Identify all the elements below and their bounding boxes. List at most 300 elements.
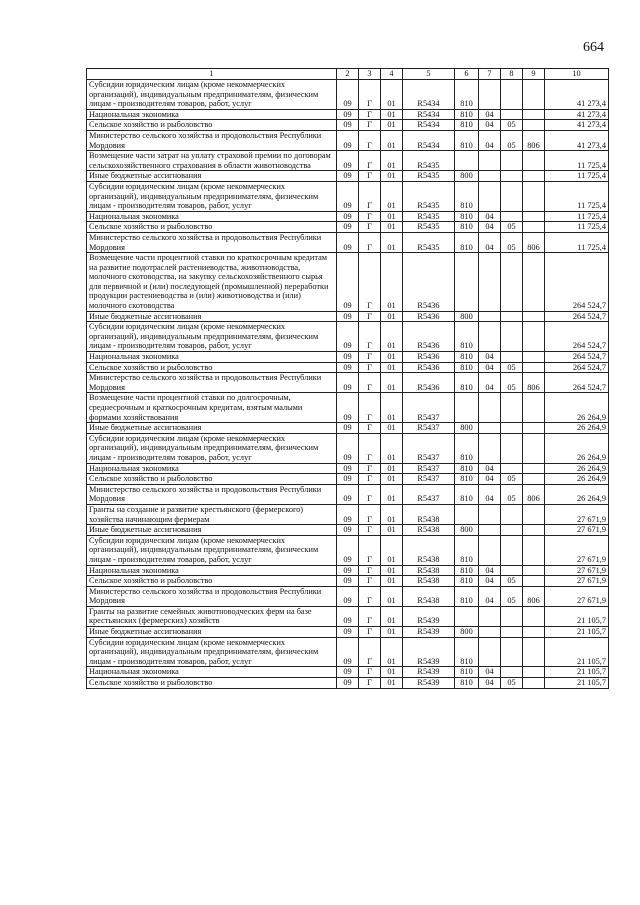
row-name-cell: Субсидии юридическим лицам (кроме некоммерческих организаций), индивидуальным предпринимателям, физическим лицам - производителям товаров, работ, услуг	[87, 433, 337, 463]
subsection-cell	[501, 109, 523, 120]
subprogram-cell: Г	[359, 181, 381, 211]
row-name-cell: Возмещение части затрат на уплату страховой премии по договорам сельскохозяйственного страхования в области животноводства	[87, 151, 337, 171]
row-name-cell: Сельское хозяйство и рыболовство	[87, 362, 337, 373]
amount-cell: 27 671,9	[545, 586, 609, 606]
expense-type-cell: 810	[455, 433, 479, 463]
direction-code-cell: R5434	[403, 80, 455, 110]
subsection-cell	[501, 627, 523, 638]
expense-type-cell: 810	[455, 565, 479, 576]
column-header: 2	[337, 69, 359, 80]
subsection-cell	[501, 393, 523, 423]
table-row	[87, 393, 609, 423]
expense-type-cell: 810	[455, 322, 479, 352]
row-name-cell: Гранты на развитие семейных животноводческих ферм на базе крестьянских (фермерских) хозяйств	[87, 606, 337, 626]
section-cell: 04	[479, 373, 501, 393]
table-row	[87, 678, 609, 689]
program-cell: 09	[337, 373, 359, 393]
main-activity-cell: 01	[381, 504, 403, 524]
expense-type-cell: 810	[455, 637, 479, 667]
ministry-code-cell	[523, 352, 545, 363]
ministry-code-cell	[523, 576, 545, 587]
direction-code-cell: R5438	[403, 565, 455, 576]
expense-type-cell: 800	[455, 423, 479, 434]
subsection-cell: 05	[501, 222, 523, 233]
expense-type-cell: 810	[455, 109, 479, 120]
program-cell: 09	[337, 253, 359, 312]
subsection-cell	[501, 171, 523, 182]
row-name-cell: Национальная экономика	[87, 211, 337, 222]
direction-code-cell: R5438	[403, 586, 455, 606]
ministry-code-cell	[523, 637, 545, 667]
amount-cell: 264 524,7	[545, 352, 609, 363]
amount-cell: 264 524,7	[545, 373, 609, 393]
subprogram-cell: Г	[359, 171, 381, 182]
direction-code-cell: R5436	[403, 322, 455, 352]
row-name-cell: Министерство сельского хозяйства и продовольствия Республики Мордовия	[87, 130, 337, 150]
ministry-code-cell	[523, 565, 545, 576]
subprogram-cell: Г	[359, 120, 381, 131]
main-activity-cell: 01	[381, 232, 403, 252]
direction-code-cell: R5438	[403, 525, 455, 536]
direction-code-cell: R5439	[403, 678, 455, 689]
amount-cell: 27 671,9	[545, 535, 609, 565]
main-activity-cell: 01	[381, 151, 403, 171]
direction-code-cell: R5437	[403, 484, 455, 504]
program-cell: 09	[337, 586, 359, 606]
expense-type-cell: 810	[455, 586, 479, 606]
ministry-code-cell	[523, 535, 545, 565]
expense-type-cell: 800	[455, 171, 479, 182]
subsection-cell	[501, 151, 523, 171]
section-cell	[479, 504, 501, 524]
subsection-cell	[501, 606, 523, 626]
row-name-cell: Национальная экономика	[87, 109, 337, 120]
subprogram-cell: Г	[359, 535, 381, 565]
row-name-cell: Субсидии юридическим лицам (кроме некоммерческих организаций), индивидуальным предпринимателям, физическим лицам - производителям товаров, работ, услуг	[87, 637, 337, 667]
expense-type-cell	[455, 393, 479, 423]
subsection-cell	[501, 423, 523, 434]
ministry-code-cell	[523, 667, 545, 678]
direction-code-cell: R5437	[403, 463, 455, 474]
subsection-cell: 05	[501, 678, 523, 689]
ministry-code-cell	[523, 474, 545, 485]
ministry-code-cell	[523, 393, 545, 423]
ministry-code-cell	[523, 525, 545, 536]
main-activity-cell: 01	[381, 423, 403, 434]
column-header: 3	[359, 69, 381, 80]
subsection-cell	[501, 181, 523, 211]
row-name-cell: Иные бюджетные ассигнования	[87, 627, 337, 638]
section-cell: 04	[479, 678, 501, 689]
column-header: 10	[545, 69, 609, 80]
subsection-cell	[501, 322, 523, 352]
program-cell: 09	[337, 637, 359, 667]
section-cell: 04	[479, 222, 501, 233]
program-cell: 09	[337, 181, 359, 211]
direction-code-cell: R5439	[403, 667, 455, 678]
section-cell	[479, 525, 501, 536]
direction-code-cell: R5434	[403, 120, 455, 131]
program-cell: 09	[337, 504, 359, 524]
section-cell: 04	[479, 362, 501, 373]
table-row	[87, 130, 609, 150]
table-row	[87, 525, 609, 536]
column-header: 7	[479, 69, 501, 80]
expense-type-cell	[455, 504, 479, 524]
table-row	[87, 322, 609, 352]
section-cell: 04	[479, 211, 501, 222]
column-header: 4	[381, 69, 403, 80]
program-cell: 09	[337, 322, 359, 352]
amount-cell: 264 524,7	[545, 362, 609, 373]
subsection-cell	[501, 667, 523, 678]
amount-cell: 27 671,9	[545, 504, 609, 524]
subsection-cell: 05	[501, 120, 523, 131]
row-name-cell: Национальная экономика	[87, 352, 337, 363]
main-activity-cell: 01	[381, 627, 403, 638]
expense-type-cell: 810	[455, 211, 479, 222]
subprogram-cell: Г	[359, 474, 381, 485]
main-activity-cell: 01	[381, 373, 403, 393]
section-cell: 04	[479, 667, 501, 678]
expense-type-cell: 800	[455, 525, 479, 536]
subsection-cell	[501, 211, 523, 222]
program-cell: 09	[337, 667, 359, 678]
direction-code-cell: R5435	[403, 171, 455, 182]
direction-code-cell: R5437	[403, 433, 455, 463]
table-row	[87, 151, 609, 171]
direction-code-cell: R5439	[403, 606, 455, 626]
column-header: 5	[403, 69, 455, 80]
ministry-code-cell	[523, 222, 545, 233]
row-name-cell: Субсидии юридическим лицам (кроме некоммерческих организаций), индивидуальным предпринимателям, физическим лицам - производителям товаров, работ, услуг	[87, 181, 337, 211]
table-row	[87, 171, 609, 182]
expense-type-cell: 810	[455, 535, 479, 565]
ministry-code-cell	[523, 211, 545, 222]
expense-type-cell: 810	[455, 474, 479, 485]
table-row	[87, 484, 609, 504]
subsection-cell: 05	[501, 362, 523, 373]
direction-code-cell: R5439	[403, 637, 455, 667]
table-row	[87, 311, 609, 322]
program-cell: 09	[337, 222, 359, 233]
subprogram-cell: Г	[359, 678, 381, 689]
amount-cell: 264 524,7	[545, 311, 609, 322]
expense-type-cell: 810	[455, 463, 479, 474]
ministry-code-cell	[523, 120, 545, 131]
table-header-row	[87, 69, 609, 80]
section-cell: 04	[479, 130, 501, 150]
amount-cell: 11 725,4	[545, 211, 609, 222]
program-cell: 09	[337, 211, 359, 222]
ministry-code-cell: 806	[523, 130, 545, 150]
expense-type-cell: 800	[455, 311, 479, 322]
section-cell: 04	[479, 463, 501, 474]
expense-type-cell: 810	[455, 120, 479, 131]
direction-code-cell: R5435	[403, 151, 455, 171]
main-activity-cell: 01	[381, 181, 403, 211]
subsection-cell: 05	[501, 373, 523, 393]
row-name-cell: Сельское хозяйство и рыболовство	[87, 678, 337, 689]
amount-cell: 21 105,7	[545, 637, 609, 667]
subprogram-cell: Г	[359, 151, 381, 171]
table-row	[87, 586, 609, 606]
subprogram-cell: Г	[359, 606, 381, 626]
row-name-cell: Национальная экономика	[87, 463, 337, 474]
table-row	[87, 627, 609, 638]
row-name-cell: Иные бюджетные ассигнования	[87, 171, 337, 182]
ministry-code-cell: 806	[523, 232, 545, 252]
program-cell: 09	[337, 535, 359, 565]
program-cell: 09	[337, 109, 359, 120]
subsection-cell	[501, 463, 523, 474]
expense-type-cell: 810	[455, 80, 479, 110]
program-cell: 09	[337, 525, 359, 536]
main-activity-cell: 01	[381, 130, 403, 150]
table-row	[87, 433, 609, 463]
row-name-cell: Сельское хозяйство и рыболовство	[87, 120, 337, 131]
row-name-cell: Министерство сельского хозяйства и продовольствия Республики Мордовия	[87, 232, 337, 252]
section-cell	[479, 311, 501, 322]
table-row	[87, 576, 609, 587]
table-row	[87, 667, 609, 678]
row-name-cell: Субсидии юридическим лицам (кроме некоммерческих организаций), индивидуальным предпринимателям, физическим лицам - производителям товаров, работ, услуг	[87, 322, 337, 352]
expense-type-cell: 810	[455, 181, 479, 211]
row-name-cell: Иные бюджетные ассигнования	[87, 311, 337, 322]
expense-type-cell	[455, 606, 479, 626]
ministry-code-cell: 806	[523, 586, 545, 606]
ministry-code-cell	[523, 423, 545, 434]
table-row	[87, 504, 609, 524]
section-cell: 04	[479, 586, 501, 606]
subprogram-cell: Г	[359, 484, 381, 504]
main-activity-cell: 01	[381, 171, 403, 182]
amount-cell: 26 264,9	[545, 463, 609, 474]
table-row	[87, 109, 609, 120]
subprogram-cell: Г	[359, 232, 381, 252]
expense-type-cell: 810	[455, 484, 479, 504]
ministry-code-cell	[523, 80, 545, 110]
main-activity-cell: 01	[381, 535, 403, 565]
ministry-code-cell	[523, 678, 545, 689]
amount-cell: 27 671,9	[545, 576, 609, 587]
direction-code-cell: R5435	[403, 211, 455, 222]
program-cell: 09	[337, 565, 359, 576]
column-header: 8	[501, 69, 523, 80]
main-activity-cell: 01	[381, 484, 403, 504]
expense-type-cell: 810	[455, 362, 479, 373]
ministry-code-cell	[523, 109, 545, 120]
subprogram-cell: Г	[359, 586, 381, 606]
table-row	[87, 474, 609, 485]
table-row	[87, 463, 609, 474]
table-row	[87, 232, 609, 252]
expense-type-cell: 800	[455, 627, 479, 638]
amount-cell: 41 273,4	[545, 120, 609, 131]
row-name-cell: Министерство сельского хозяйства и продовольствия Республики Мордовия	[87, 484, 337, 504]
table-row	[87, 253, 609, 312]
subsection-cell	[501, 525, 523, 536]
program-cell: 09	[337, 627, 359, 638]
program-cell: 09	[337, 678, 359, 689]
table-row	[87, 222, 609, 233]
subprogram-cell: Г	[359, 627, 381, 638]
subprogram-cell: Г	[359, 253, 381, 312]
amount-cell: 21 105,7	[545, 606, 609, 626]
amount-cell: 21 105,7	[545, 627, 609, 638]
main-activity-cell: 01	[381, 80, 403, 110]
subprogram-cell: Г	[359, 504, 381, 524]
program-cell: 09	[337, 362, 359, 373]
table-body	[87, 80, 609, 689]
expense-type-cell: 810	[455, 130, 479, 150]
subprogram-cell: Г	[359, 80, 381, 110]
program-cell: 09	[337, 80, 359, 110]
row-name-cell: Иные бюджетные ассигнования	[87, 525, 337, 536]
amount-cell: 11 725,4	[545, 151, 609, 171]
ministry-code-cell	[523, 362, 545, 373]
budget-table	[86, 68, 609, 689]
main-activity-cell: 01	[381, 576, 403, 587]
subprogram-cell: Г	[359, 211, 381, 222]
section-cell	[479, 393, 501, 423]
direction-code-cell: R5435	[403, 181, 455, 211]
subsection-cell	[501, 352, 523, 363]
column-header: 1	[87, 69, 337, 80]
row-name-cell: Возмещение части процентной ставки по краткосрочным кредитам на развитие подотраслей растениеводства, животноводства, молочного скотоводства, на закупку сельскохозяйственного сырья для первичной и (или) последующей (промышленной) переработки продукции растениеводства и (или) животноводства и (или) молочного скотоводства	[87, 253, 337, 312]
amount-cell: 21 105,7	[545, 678, 609, 689]
subprogram-cell: Г	[359, 311, 381, 322]
section-cell: 04	[479, 109, 501, 120]
row-name-cell: Субсидии юридическим лицам (кроме некоммерческих организаций), индивидуальным предпринимателям, физическим лицам - производителям товаров, работ, услуг	[87, 80, 337, 110]
expense-type-cell	[455, 253, 479, 312]
ministry-code-cell	[523, 606, 545, 626]
direction-code-cell: R5434	[403, 109, 455, 120]
subsection-cell: 05	[501, 576, 523, 587]
section-cell	[479, 423, 501, 434]
expense-type-cell	[455, 151, 479, 171]
subsection-cell: 05	[501, 474, 523, 485]
amount-cell: 11 725,4	[545, 222, 609, 233]
section-cell: 04	[479, 565, 501, 576]
table-row	[87, 80, 609, 110]
row-name-cell: Министерство сельского хозяйства и продовольствия Республики Мордовия	[87, 586, 337, 606]
row-name-cell: Гранты на создание и развитие крестьянского (фермерского) хозяйства начинающим фермерам	[87, 504, 337, 524]
program-cell: 09	[337, 576, 359, 587]
amount-cell: 26 264,9	[545, 423, 609, 434]
row-name-cell: Сельское хозяйство и рыболовство	[87, 474, 337, 485]
subsection-cell: 05	[501, 232, 523, 252]
ministry-code-cell	[523, 627, 545, 638]
ministry-code-cell	[523, 322, 545, 352]
subsection-cell	[501, 535, 523, 565]
subprogram-cell: Г	[359, 525, 381, 536]
section-cell	[479, 80, 501, 110]
section-cell	[479, 253, 501, 312]
direction-code-cell: R5436	[403, 253, 455, 312]
subsection-cell	[501, 565, 523, 576]
direction-code-cell: R5435	[403, 232, 455, 252]
subprogram-cell: Г	[359, 222, 381, 233]
section-cell: 04	[479, 474, 501, 485]
subsection-cell	[501, 80, 523, 110]
direction-code-cell: R5437	[403, 423, 455, 434]
section-cell: 04	[479, 484, 501, 504]
direction-code-cell: R5435	[403, 222, 455, 233]
direction-code-cell: R5436	[403, 373, 455, 393]
section-cell	[479, 627, 501, 638]
section-cell	[479, 322, 501, 352]
main-activity-cell: 01	[381, 253, 403, 312]
program-cell: 09	[337, 171, 359, 182]
table-row	[87, 362, 609, 373]
amount-cell: 41 273,4	[545, 130, 609, 150]
amount-cell: 26 264,9	[545, 484, 609, 504]
ministry-code-cell: 806	[523, 484, 545, 504]
program-cell: 09	[337, 352, 359, 363]
table-row	[87, 535, 609, 565]
amount-cell: 41 273,4	[545, 109, 609, 120]
amount-cell: 27 671,9	[545, 525, 609, 536]
program-cell: 09	[337, 130, 359, 150]
ministry-code-cell	[523, 253, 545, 312]
subsection-cell	[501, 504, 523, 524]
main-activity-cell: 01	[381, 463, 403, 474]
amount-cell: 11 725,4	[545, 171, 609, 182]
amount-cell: 26 264,9	[545, 393, 609, 423]
subsection-cell	[501, 311, 523, 322]
direction-code-cell: R5436	[403, 352, 455, 363]
ministry-code-cell	[523, 171, 545, 182]
table-row	[87, 637, 609, 667]
subprogram-cell: Г	[359, 322, 381, 352]
ministry-code-cell	[523, 181, 545, 211]
main-activity-cell: 01	[381, 352, 403, 363]
main-activity-cell: 01	[381, 667, 403, 678]
main-activity-cell: 01	[381, 211, 403, 222]
main-activity-cell: 01	[381, 311, 403, 322]
subprogram-cell: Г	[359, 433, 381, 463]
section-cell	[479, 181, 501, 211]
main-activity-cell: 01	[381, 637, 403, 667]
direction-code-cell: R5437	[403, 393, 455, 423]
row-name-cell: Сельское хозяйство и рыболовство	[87, 222, 337, 233]
subsection-cell	[501, 433, 523, 463]
table-row	[87, 423, 609, 434]
row-name-cell: Министерство сельского хозяйства и продовольствия Республики Мордовия	[87, 373, 337, 393]
expense-type-cell: 810	[455, 576, 479, 587]
amount-cell: 11 725,4	[545, 181, 609, 211]
amount-cell: 21 105,7	[545, 667, 609, 678]
direction-code-cell: R5438	[403, 504, 455, 524]
page-number: 664	[583, 40, 604, 55]
program-cell: 09	[337, 311, 359, 322]
section-cell	[479, 535, 501, 565]
amount-cell: 26 264,9	[545, 433, 609, 463]
section-cell: 04	[479, 576, 501, 587]
subprogram-cell: Г	[359, 352, 381, 363]
main-activity-cell: 01	[381, 109, 403, 120]
subprogram-cell: Г	[359, 423, 381, 434]
ministry-code-cell: 806	[523, 373, 545, 393]
direction-code-cell: R5438	[403, 576, 455, 587]
table-row	[87, 606, 609, 626]
program-cell: 09	[337, 606, 359, 626]
section-cell	[479, 171, 501, 182]
ministry-code-cell	[523, 151, 545, 171]
main-activity-cell: 01	[381, 586, 403, 606]
section-cell: 04	[479, 232, 501, 252]
